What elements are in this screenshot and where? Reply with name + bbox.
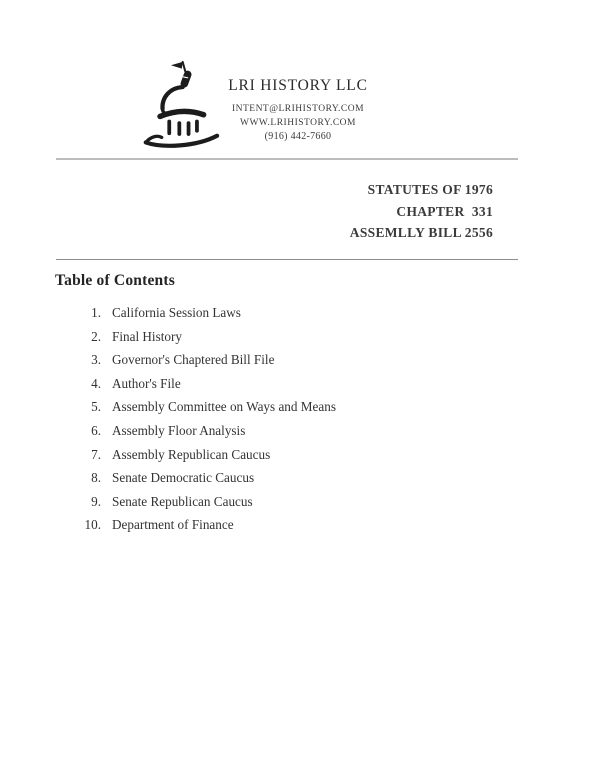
toc-item-number: 4. [91, 375, 101, 391]
statutes-line: STATUTES OF 1976 [367, 182, 493, 197]
toc-item-label: Senate Republican Caucus [112, 493, 253, 509]
toc-item-number: 3. [91, 352, 101, 368]
toc-item-label: California Session Laws [112, 305, 241, 320]
toc-item-label: Author's File [112, 375, 181, 391]
toc-item [55, 348, 336, 372]
toc-item-number: 8. [91, 470, 101, 486]
company-name: LRI HISTORY LLC [228, 77, 368, 94]
toc-item-label: Department of Finance [112, 517, 234, 533]
toc-item-label: Assembly Republican Caucus [112, 446, 271, 462]
horizontal-rule-top [56, 158, 518, 160]
toc-item-number: 2. [91, 328, 101, 344]
company-email: INTENT@LRIHISTORY.COM [231, 104, 365, 114]
toc-item-label: Governor's Chaptered Bill File [112, 352, 275, 368]
letterhead [210, 77, 386, 144]
toc-title: Table of Contents [55, 272, 175, 289]
toc-item [55, 490, 336, 514]
toc-item [55, 419, 336, 443]
toc-list [55, 301, 336, 537]
toc-item-label: Senate Democratic Caucus [112, 470, 255, 486]
toc-item-number: 6. [91, 422, 101, 438]
toc-item-label: Assembly Floor Analysis [112, 422, 246, 438]
toc-item [55, 372, 336, 396]
toc-item [55, 443, 336, 467]
toc-item-label: Final History [112, 328, 182, 344]
toc-item-number: 9. [91, 493, 101, 509]
case-heading [350, 179, 493, 244]
toc-item-number: 1. [91, 305, 101, 320]
bill-line: ASSEMLLY BILL 2556 [349, 225, 493, 240]
toc-item-label: Assembly Committee on Ways and Means [112, 399, 336, 415]
chapter-line: CHAPTER 331 [396, 203, 493, 219]
toc-item [55, 301, 336, 325]
toc-item [55, 513, 336, 537]
horizontal-rule-bottom [56, 259, 518, 260]
toc-item-number: 7. [91, 446, 101, 462]
toc-item [55, 466, 336, 490]
toc-item [55, 325, 336, 349]
toc-item [55, 395, 336, 419]
toc-item-number: 5. [91, 399, 101, 415]
company-website: WWW.LRIHISTORY.COM [240, 118, 356, 128]
toc-item-number: 10. [84, 517, 101, 533]
company-phone: (916) 442-7660 [264, 131, 332, 142]
